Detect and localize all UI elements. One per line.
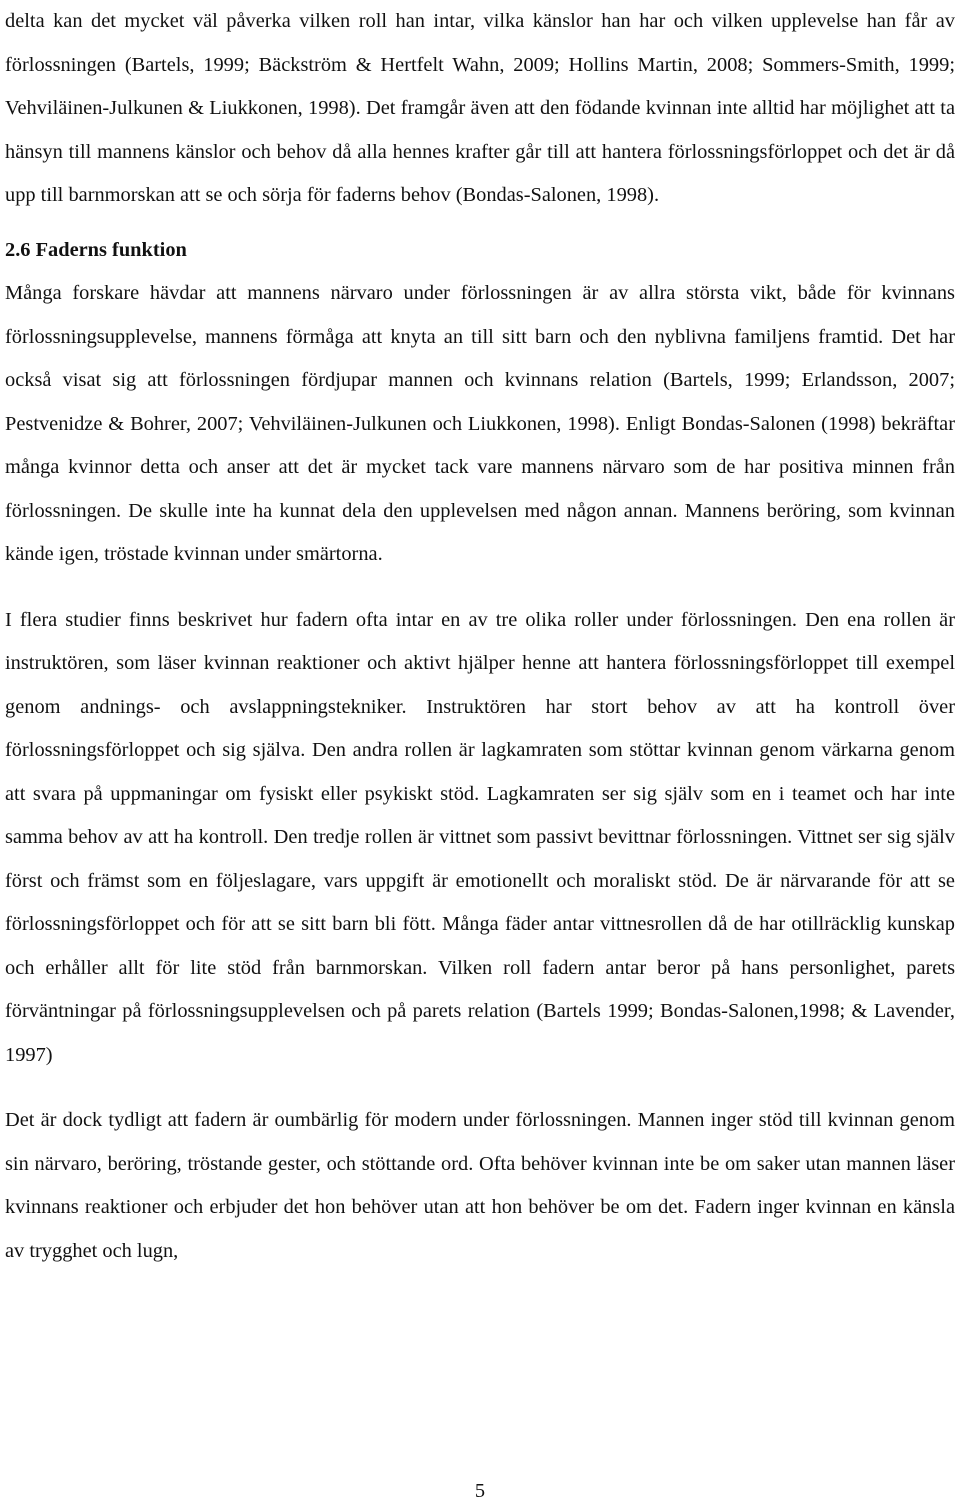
section-heading: 2.6 Faderns funktion bbox=[5, 238, 187, 261]
page-number: 5 bbox=[474, 1480, 486, 1502]
paragraph: I flera studier finns beskrivet hur fadern ofta intar en av tre olika roller under förlossningen. Den ena rollen är instruktören, som läser kvinnan reaktioner och aktivt hjälper henne att hantera förlossningsförloppet till exempel genom andnings- och avslappningstekniker. Instruktören har stort behov av att ha kontroll över förlossningsförloppet och sig själva. Den andra rollen är lagkamraten som stöttar kvinnan genom värkarna genom att svara på uppmaningar om fysiskt eller psykiskt stöd. Lagkamraten ser sig själv som en i teamet och har inte samma behov av att ha kontroll. Den tredje rollen är vittnet som passivt bevittnar förlossningen. Vittnet ser sig själv först och främst som en följeslagare, vars uppgift är emotionellt och moraliskt stöd. De är närvarande för att se förlossningsförloppet och för att se sitt barn bli fött. Många fäder antar vittnesrollen då de har otillräcklig kunskap och erhåller allt för lite stöd från barnmorskan. Vilken roll fadern antar beror på hans personlighet, parets förväntningar på förlossningsupplevelsen och på parets relation (Bartels 1999; Bondas-Salonen,1998; & Lavender, 1997) bbox=[5, 608, 955, 1066]
document-page bbox=[5, 0, 955, 1273]
paragraph: Det är dock tydligt att fadern är oumbärlig för modern under förlossningen. Mannen inger stöd till kvinnan genom sin närvaro, beröring, tröstande gester, och stöttande ord. Ofta behöver kvinnan inte be om saker utan mannen läser kvinnans reaktioner och erbjuder det hon behöver utan att hon behöver be om det. Fadern inger kvinnan en känsla av trygghet och lugn, bbox=[5, 1109, 955, 1262]
paragraph-continued: delta kan det mycket väl påverka vilken roll han intar, vilka känslor han har och vilken upplevelse han får av förlossningen (Bartels, 1999; Bäckström & Hertfelt Wahn, 2009; Hollins Martin, 2008; Sommers-Smith, 1999; Vehviläinen-Julkunen & Liukkonen, 1998). Det framgår även att den födande kvinnan inte alltid har möjlighet att ta hänsyn till mannens känslor och behov då alla hennes krafter går till att hantera förlossningsförloppet och det är då upp till barnmorskan att se och sörja för faderns behov (Bondas-Salonen, 1998). bbox=[5, 10, 955, 206]
paragraph: Många forskare hävdar att mannens närvaro under förlossningen är av allra största vikt, både för kvinnans förlossningsupplevelse, mannens förmåga att knyta an till sitt barn och den nyblivna familjens framtid. Det har också visat sig att förlossningen fördjupar mannen och kvinnans relation (Bartels, 1999; Erlandsson, 2007; Pestvenidze & Bohrer, 2007; Vehviläinen-Julkunen och Liukkonen, 1998). Enligt Bondas-Salonen (1998) bekräftar många kvinnor detta och anser att det är mycket tack vare mannens närvaro som de har positiva minnen från förlossningen. De skulle inte ha kunnat dela den upplevelsen med någon annan. Mannens beröring, som kvinnan kände igen, tröstade kvinnan under smärtorna. bbox=[5, 282, 955, 565]
